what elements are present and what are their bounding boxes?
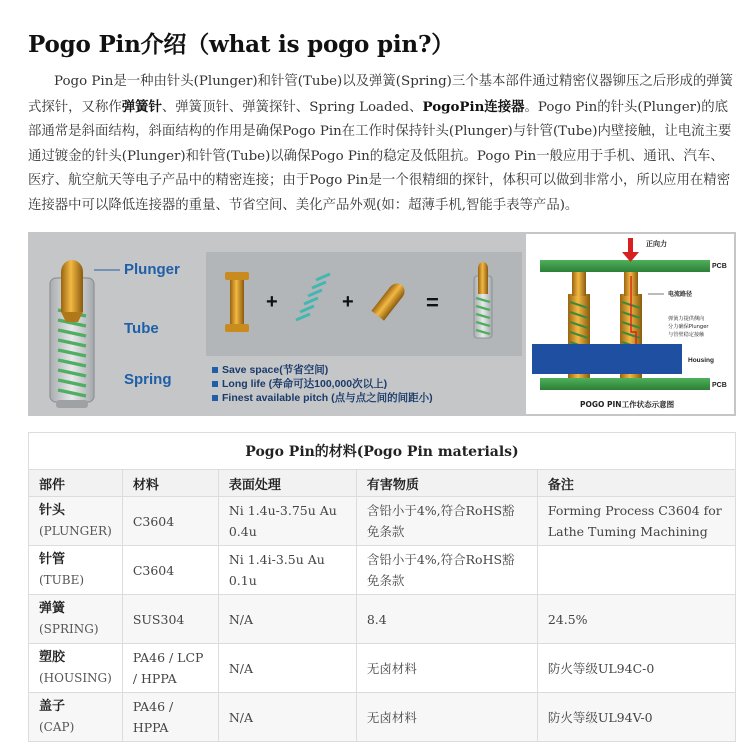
housing-block	[532, 344, 682, 374]
intro-text: 、弹簧顶针、弹簧探针、Spring Loaded、	[161, 99, 423, 115]
benefit-item: Save space(节省空间)	[222, 364, 329, 376]
intro-keyword-pogopin-connector: PogoPin连接器	[422, 98, 525, 115]
cell-hazard: 含铅小于4%,符合RoHS豁免条款	[356, 546, 537, 595]
column-header-part: 部件	[29, 470, 123, 497]
force-label: 正向力	[646, 240, 667, 248]
table-body	[29, 497, 736, 742]
spring-note-line: 分力确保Plunger	[668, 324, 709, 330]
cell-part	[29, 693, 123, 742]
part-name-en: (PLUNGER)	[39, 524, 112, 538]
table-row	[29, 644, 736, 693]
housing-label: Housing	[688, 357, 714, 364]
cell-material: C3604	[122, 497, 218, 546]
part-name-en: (SPRING)	[39, 622, 99, 636]
benefits-list	[212, 363, 433, 404]
intro-keyword-pogo-spring-pin: 弹簧针	[121, 98, 162, 115]
pcb-bottom	[540, 378, 710, 390]
column-header-hazard: 有害物质	[356, 470, 537, 497]
assembly-panel	[206, 252, 522, 356]
part-name-en: (TUBE)	[39, 573, 85, 587]
pcb-top-label: PCB	[712, 263, 727, 270]
pogo-pin-figure	[28, 232, 736, 416]
cell-note: 防火等级UL94V-0	[537, 693, 735, 742]
intro-text: Pogo Pin是一种由针头(Plunger)和针管(Tube)以及弹簧(Spring)三个基本部件通过精密仪器铆压之后形成的弹簧式探针，又称作	[28, 74, 734, 115]
part-name-zh: 针头	[39, 503, 66, 518]
table-caption: Pogo Pin的材料(Pogo Pin materials)	[29, 433, 736, 470]
page-title: Pogo Pin介绍（what is pogo pin?）	[28, 31, 455, 58]
cell-material: SUS304	[122, 595, 218, 644]
cell-material: PA46 / LCP / HPPA	[122, 644, 218, 693]
cell-surface: N/A	[218, 644, 356, 693]
cell-hazard: 无卤材料	[356, 693, 537, 742]
part-name-en: (CAP)	[39, 720, 75, 734]
cell-surface: Ni 1.4u-3.75u Au 0.4u	[218, 497, 356, 546]
intro-paragraph	[28, 70, 736, 219]
cell-note: 防火等级UL94C-0	[537, 644, 735, 693]
equals-operator: =	[426, 290, 439, 315]
plunger-icon	[61, 260, 83, 322]
pogo-pin-figure-svg	[28, 232, 736, 416]
cell-material: PA46 / HPPA	[122, 693, 218, 742]
current-path-label: 电流路径	[668, 291, 693, 298]
part-name-zh: 弹簧	[39, 601, 66, 616]
spring-note-line: 与管壁稳定接触	[668, 332, 705, 338]
table-row	[29, 497, 736, 546]
cell-hazard: 含铅小于4%,符合RoHS豁免条款	[356, 497, 537, 546]
cell-part	[29, 644, 123, 693]
cell-note	[537, 546, 735, 595]
column-header-note: 备注	[537, 470, 735, 497]
cell-surface: Ni 1.4i-3.5u Au 0.1u	[218, 546, 356, 595]
table-row	[29, 693, 736, 742]
label-tube: Tube	[124, 320, 159, 337]
pogo-pin-cross-section	[50, 260, 120, 408]
part-name-zh: 塑胶	[39, 650, 66, 665]
table-header-row	[29, 470, 736, 497]
diagram-caption: POGO PIN工作状态示意图	[580, 400, 675, 409]
cell-surface: N/A	[218, 693, 356, 742]
table-row	[29, 546, 736, 595]
cell-part	[29, 595, 123, 644]
benefit-item: Finest available pitch (点与点之间的间距小)	[222, 392, 433, 404]
table-row	[29, 595, 736, 644]
cell-note: Forming Process C3604 for Lathe Tuming Machining	[537, 497, 735, 546]
plus-operator: +	[342, 291, 354, 313]
part-name-zh: 盖子	[39, 699, 66, 714]
intro-text: 。Pogo Pin的针头(Plunger)的底部通常是斜面结构，斜面结构的作用是确保Pogo Pin在工作时保持针头(Plunger)与针管(Tube)内壁接触，让电流主要通过镀金的针头(Plunger)和针管(Tube)以确保Pogo Pin的稳定及低阻抗。Pogo Pin一般应用于手机、通讯、汽车、医疗、航空航天等电子产品中的精密连接；由于Pogo Pin是一个很精细的探针，体积可以做到非常小，所以应用在精密连接器中可以降低连接器的重量、节省空间、美化产品外观(如：超薄手机,智能手表等产品)。	[28, 99, 732, 213]
cell-hazard: 8.4	[356, 595, 537, 644]
label-spring: Spring	[124, 371, 172, 388]
column-header-surface: 表面处理	[218, 470, 356, 497]
cell-surface: N/A	[218, 595, 356, 644]
spring-note-line: 弹簧力提供侧向	[668, 316, 705, 322]
materials-table	[28, 432, 736, 742]
part-name-zh: 针管	[39, 552, 66, 567]
benefit-item: Long life (寿命可达100,000次以上)	[222, 378, 388, 390]
column-header-material: 材料	[122, 470, 218, 497]
plus-operator: +	[266, 291, 278, 313]
pcb-bottom-label: PCB	[712, 382, 727, 389]
cell-material: C3604	[122, 546, 218, 595]
part-name-en: (HOUSING)	[39, 671, 112, 685]
cell-hazard: 无卤材料	[356, 644, 537, 693]
label-plunger: Plunger	[124, 261, 180, 278]
cell-part	[29, 497, 123, 546]
cell-note: 24.5%	[537, 595, 735, 644]
cell-part	[29, 546, 123, 595]
pcb-top	[540, 260, 710, 272]
working-state-diagram	[526, 234, 734, 414]
